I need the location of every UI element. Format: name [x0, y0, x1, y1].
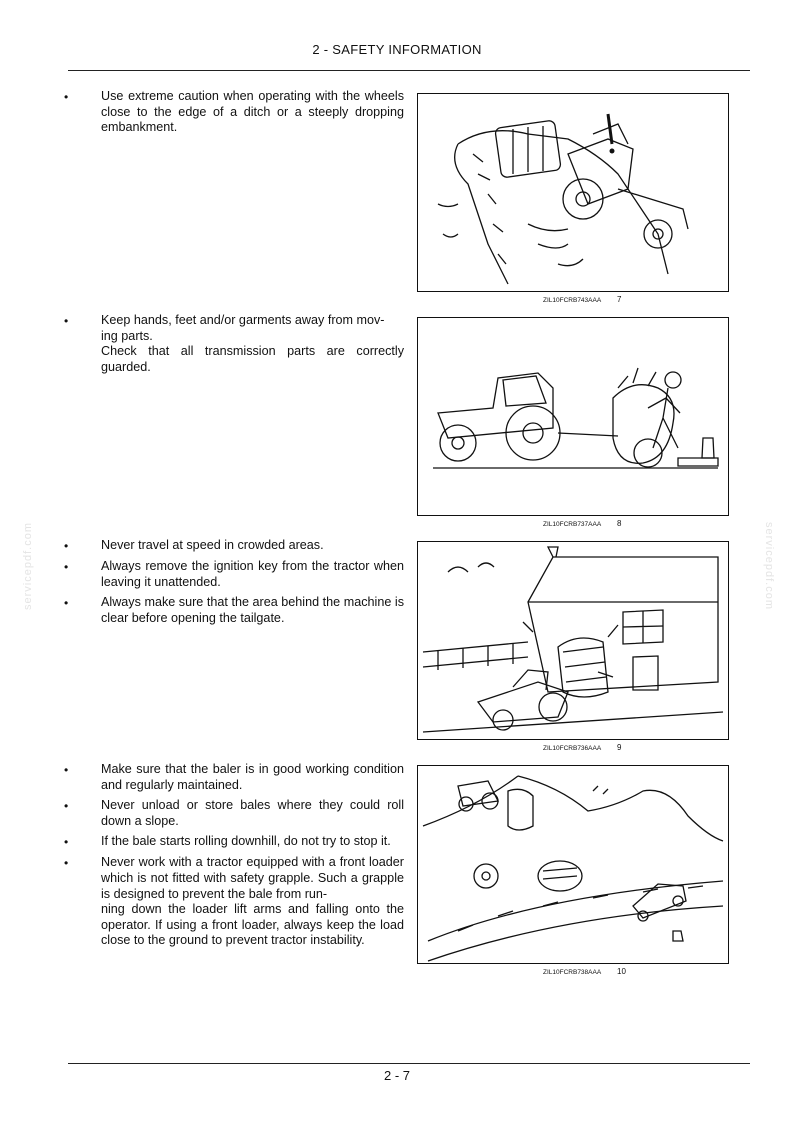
- bullet-item: [64, 834, 404, 850]
- section-moving-parts: [64, 313, 404, 380]
- bullet-text: Never unload or store bales where they could roll down a slope.: [101, 798, 404, 828]
- bullet-text: Always make sure that the area behind the machine is clear before opening the tailgate.: [101, 595, 404, 625]
- figure-code: ZIL10FCRB737AAA: [543, 521, 602, 528]
- bullet-marker: •: [64, 799, 69, 814]
- bullet-marker: •: [64, 560, 69, 574]
- bullet-marker: •: [64, 596, 69, 611]
- bullet-item: [64, 538, 404, 554]
- bullet-item: [64, 313, 404, 375]
- figure-number: 7: [617, 295, 622, 304]
- bullet-item: [64, 559, 404, 590]
- figure-7-embankment: [417, 93, 729, 292]
- bullet-marker: •: [64, 314, 69, 328]
- section-bale-handling: [64, 762, 404, 954]
- bullet-item: [64, 855, 404, 949]
- figure-number: 8: [617, 519, 622, 528]
- bullet-text: Never travel at speed in crowded areas.: [101, 538, 324, 552]
- bullet-text: Always remove the ignition key from the tractor when leaving it unattended.: [101, 559, 404, 589]
- header-rule: [68, 70, 750, 71]
- bullet-marker: •: [64, 835, 69, 850]
- figure-number: 9: [617, 743, 622, 752]
- bullet-marker: •: [64, 763, 69, 777]
- watermark-right: servicepdf.com: [763, 522, 775, 610]
- tractor-pto-illustration: [418, 318, 728, 515]
- page-number: 2 - 7: [383, 1068, 410, 1083]
- baler-into-house-illustration: [418, 542, 728, 739]
- bullet-marker: •: [64, 856, 69, 871]
- page-header: 2 - SAFETY INFORMATION: [312, 42, 482, 57]
- bullet-item: [64, 798, 404, 829]
- figure-10-slope: [417, 765, 729, 964]
- bullet-marker: •: [64, 90, 69, 104]
- section-crowded-areas: [64, 538, 404, 631]
- bullet-item: [64, 595, 404, 626]
- figure-number: 10: [617, 967, 626, 976]
- bullet-item: [64, 89, 404, 136]
- bullet-item: [64, 762, 404, 793]
- tractor-on-embankment-illustration: [418, 94, 728, 291]
- bullet-marker: •: [64, 539, 69, 553]
- bullet-text: Make sure that the baler is in good working condition and regularly maintained.: [101, 762, 404, 792]
- figure-code: ZIL10FCRB738AAA: [543, 969, 602, 976]
- watermark-left: servicepdf.com: [22, 522, 34, 610]
- section-embankment: [64, 89, 404, 141]
- bale-rolling-downhill-illustration: [418, 766, 728, 963]
- bullet-text: Keep hands, feet and/or garments away from mov- ing parts. Check that all transmission parts are correctly guarded.: [101, 313, 404, 374]
- bullet-text: Use extreme caution when operating with the wheels close to the edge of a ditch or a steeply dropping embankment.: [101, 89, 404, 135]
- figure-9-house: [417, 541, 729, 740]
- figure-8-moving-parts: [417, 317, 729, 516]
- bullet-text: Never work with a tractor equipped with a front loader which is not fitted with safety grapple. Such a grapple is designed to prevent the bale from run- ning down the loader lift arms and falling onto the operator. If using a front loader, always keep the load close to the ground to prevent tractor instability.: [101, 855, 404, 948]
- figure-code: ZIL10FCRB736AAA: [543, 745, 602, 752]
- bullet-text: If the bale starts rolling downhill, do not try to stop it.: [101, 834, 391, 849]
- footer-rule: [68, 1063, 750, 1064]
- figure-code: ZIL10FCRB743AAA: [543, 297, 602, 304]
